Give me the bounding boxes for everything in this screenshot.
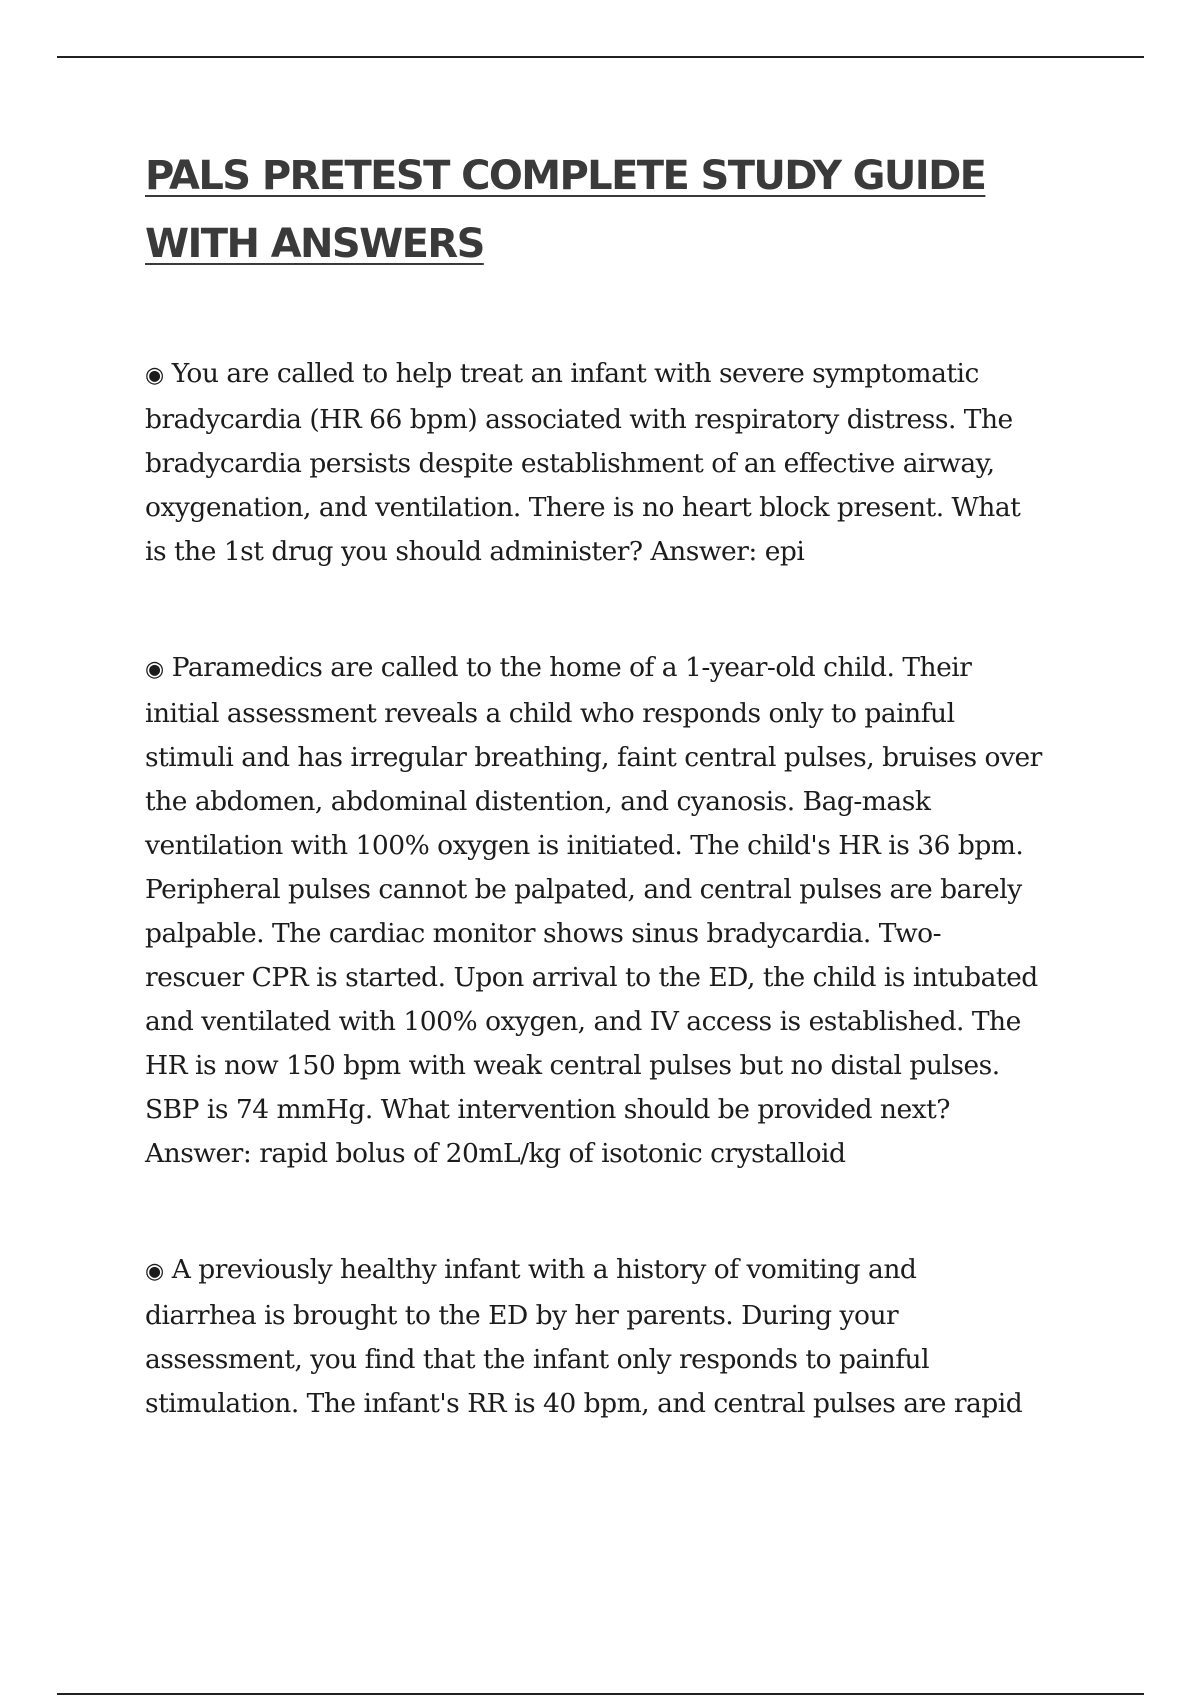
- radio-bullet-icon: ◉: [145, 363, 164, 388]
- radio-bullet-icon: ◉: [145, 657, 164, 682]
- top-divider: [57, 56, 1144, 58]
- bottom-divider: [57, 1693, 1144, 1695]
- question-item: [145, 646, 1095, 1176]
- question-list: [145, 352, 1095, 1498]
- document-title-text: PALS PRETEST COMPLETE STUDY GUIDE WITH ANSWERS: [145, 153, 986, 267]
- question-item: [145, 352, 1095, 574]
- question-item: [145, 1248, 1095, 1426]
- question-text: You are called to help treat an infant with severe symptomatic bradycardia (HR 66 bpm) associated with respiratory distress. The bradycardia persists despite establishment of an effective airway, oxygenation, and ventilation. There is no heart block present. What is the 1st drug you should administer? Answer: epi: [145, 358, 1021, 567]
- radio-bullet-icon: ◉: [145, 1259, 164, 1284]
- document-title: [145, 142, 1095, 278]
- question-text: A previously healthy infant with a history of vomiting and diarrhea is brought to the ED by her parents. During your assessment, you find that the infant only responds to painful stimulation. The infant's RR is 40 bpm, and central pulses are rapid: [145, 1254, 1023, 1419]
- question-text: Paramedics are called to the home of a 1-year-old child. Their initial assessment reveals a child who responds only to painful stimuli and has irregular breathing, faint central pulses, bruises over the abdomen, abdominal distention, and cyanosis. Bag-mask ventilation with 100% oxygen is initiated. The child's HR is 36 bpm. Peripheral pulses cannot be palpated, and central pulses are barely palpable. The cardiac monitor shows sinus bradycardia. Two- rescuer CPR is started. Upon arrival to the ED, the child is intubated and ventilated with 100% oxygen, and IV access is established. The HR is now 150 bpm with weak central pulses but no distal pulses. SBP is 74 mmHg. What intervention should be provided next? Answer: rapid bolus of 20mL/kg of isotonic crystalloid: [145, 652, 1042, 1169]
